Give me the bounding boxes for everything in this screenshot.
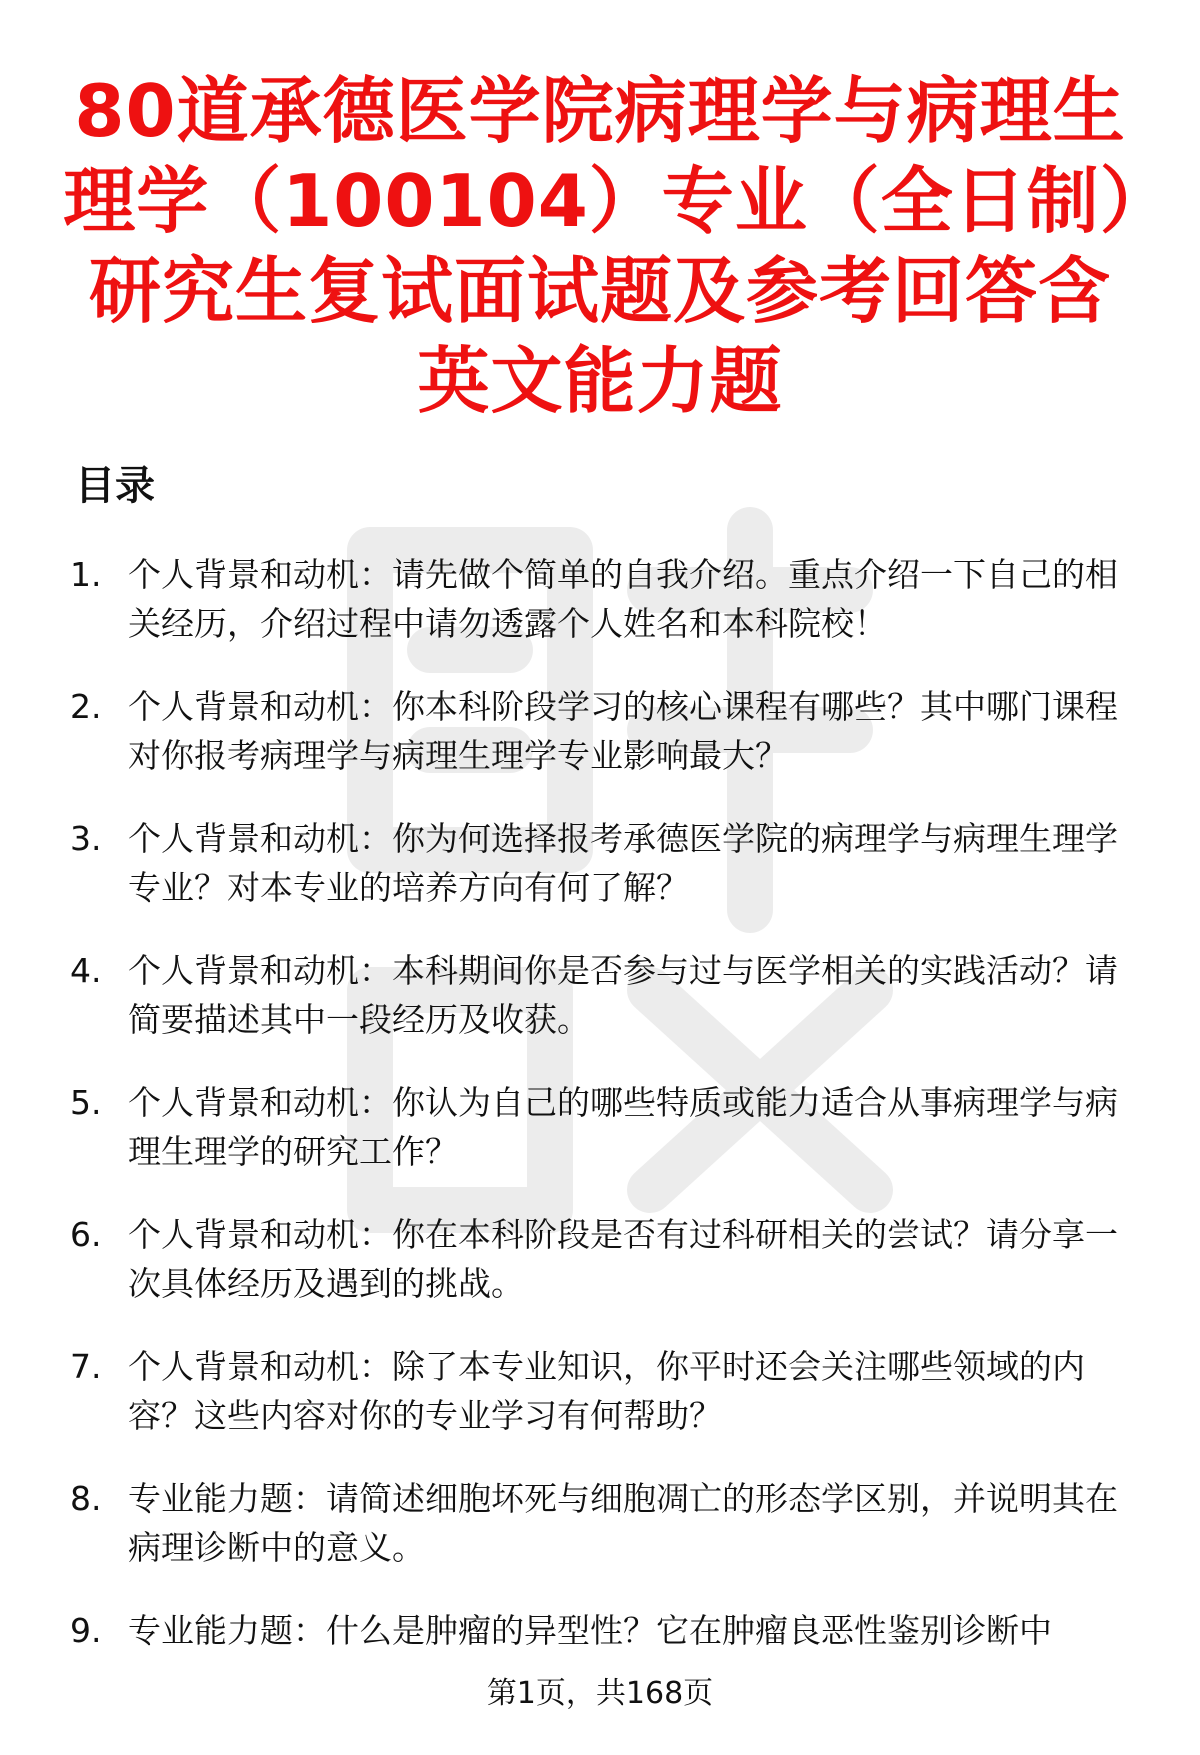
question-list [70,550,1140,1689]
item-text: 个人背景和动机：你本科阶段学习的核心课程有哪些？其中哪门课程对你报考病理学与病理生理学专业影响最大？ [128,687,1118,775]
list-item [70,946,1140,1044]
item-text: 个人背景和动机：你在本科阶段是否有过科研相关的尝试？请分享一次具体经历及遇到的挑战。 [128,1215,1118,1303]
item-number: 8. [70,1479,102,1518]
item-number: 7. [70,1347,102,1386]
item-text: 专业能力题：什么是肿瘤的异型性？它在肿瘤良恶性鉴别诊断中 [128,1611,1052,1650]
item-text: 专业能力题：请简述细胞坏死与细胞凋亡的形态学区别，并说明其在病理诊断中的意义。 [128,1479,1118,1567]
item-number: 6. [70,1215,102,1254]
item-text: 个人背景和动机：你认为自己的哪些特质或能力适合从事病理学与病理生理学的研究工作？ [128,1083,1118,1171]
list-item [70,682,1140,780]
list-item [70,1342,1140,1440]
list-item [70,1210,1140,1308]
list-item [70,550,1140,648]
item-number: 3. [70,819,102,858]
toc-heading: 目录 [75,463,155,509]
list-item [70,1474,1140,1572]
document-title: 80道承德医学院病理学与病理生理学（100104）专业（全日制）研究生复试面试题及参考回答含英文能力题 [63,69,1137,423]
list-item [70,814,1140,912]
item-text: 个人背景和动机：本科期间你是否参与过与医学相关的实践活动？请简要描述其中一段经历及收获。 [128,951,1118,1039]
item-text: 个人背景和动机：你为何选择报考承德医学院的病理学与病理生理学专业？对本专业的培养方向有何了解？ [128,819,1118,907]
item-text: 个人背景和动机：请先做个简单的自我介绍。重点介绍一下自己的相关经历，介绍过程中请勿透露个人姓名和本科院校！ [128,555,1118,643]
item-number: 9. [70,1611,102,1650]
item-number: 4. [70,951,102,990]
list-item [70,1078,1140,1176]
item-text: 个人背景和动机：除了本专业知识，你平时还会关注哪些领域的内容？这些内容对你的专业学习有何帮助？ [128,1347,1085,1435]
page-footer: 第1页，共168页 [486,1676,714,1711]
item-number: 1. [70,555,102,594]
item-number: 2. [70,687,102,726]
list-item [70,1606,1140,1655]
item-number: 5. [70,1083,102,1122]
